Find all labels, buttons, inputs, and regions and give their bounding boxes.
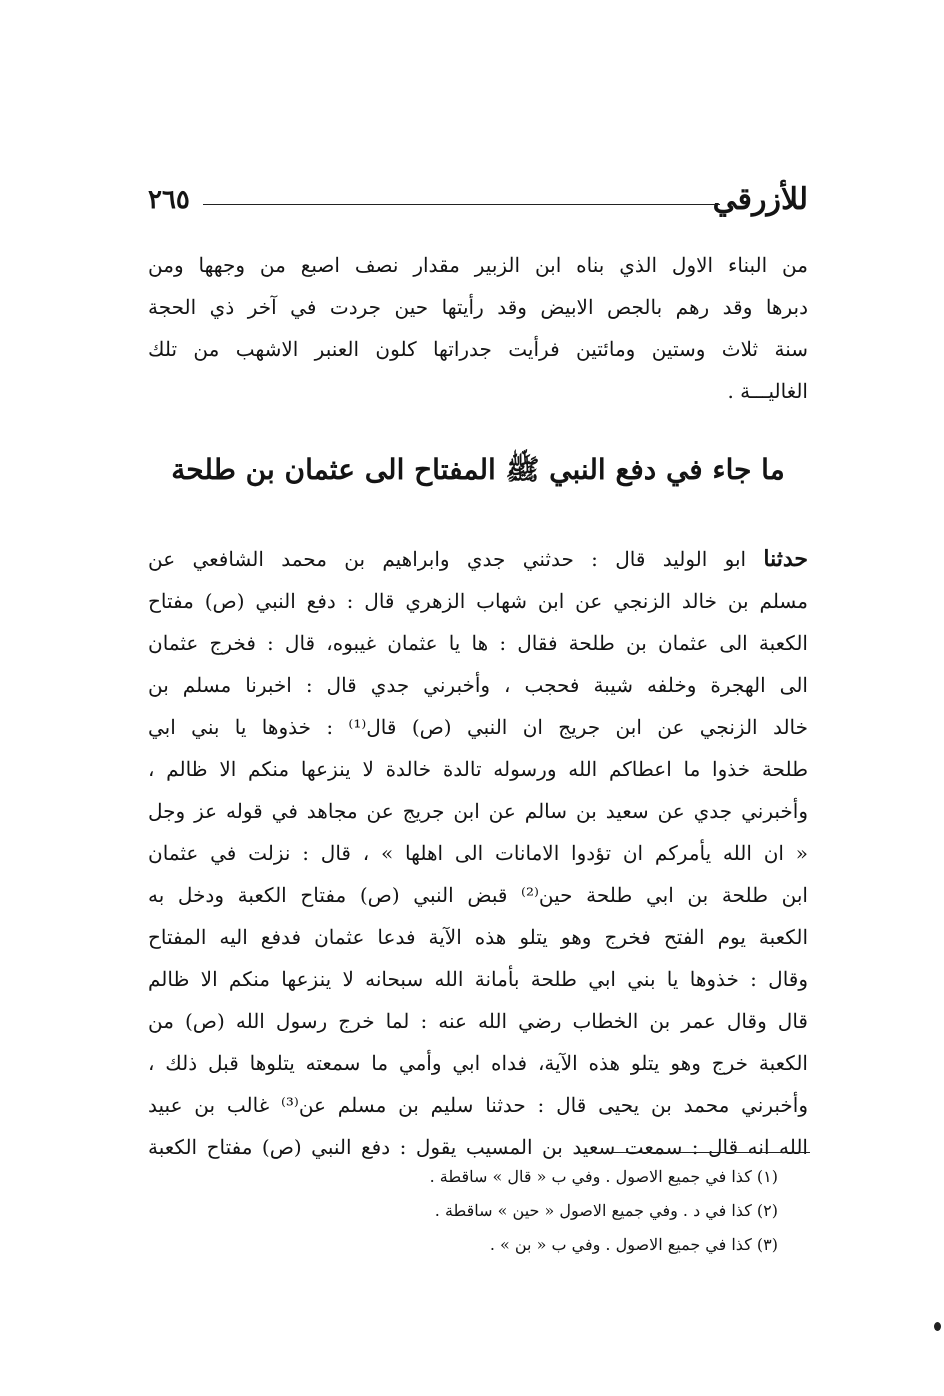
footnote: (١) كذا في جميع الاصول . وفي ب « قال » ساقطة . [429, 1167, 778, 1186]
footnotes [300, 1160, 778, 1262]
body-paragraph [148, 538, 808, 1168]
footnote: (٢) كذا في د . وفي جميع الاصول « حين » ساقطة . [434, 1201, 778, 1220]
first-line-text: ابو الوليد قال : حدثني جدي وابراهيم بن محمد الشافعي عن [148, 547, 747, 571]
text-line: وقال : خذوها يا بني ابي طلحة بأمانة الله سبحانه لا ينزعها منكم الا ظالم [148, 967, 808, 991]
text-line: وأخبرني جدي عن سعيد بن سالم عن ابن جريج عن مجاهد في قوله عز وجل [148, 799, 808, 823]
text-line [148, 538, 808, 580]
text-line: « ان الله يأمركم ان تؤدوا الامانات الى اهلها » ، قال : نزلت في عثمان [148, 841, 808, 865]
text-line: الكعبة خرج وهو يتلو هذه الآية، فداه ابي وأمي ما سمعته يتلوها قبل ذلك ، [148, 1051, 808, 1075]
text-line: مسلم بن خالد الزنجي عن ابن شهاب الزهري قال : دفع النبي (ص) مفتاح [148, 589, 808, 613]
header-rule [203, 204, 720, 205]
page-number: ٢٦٥ [148, 185, 190, 215]
text-line: من البناء الاول الذي بناه ابن الزبير مقدار نصف اصبع من وجهها ومن [148, 253, 808, 277]
text-line: وأخبرني محمد بن يحيى قال : حدثنا سليم بن مسلم عن⁽³⁾ غالب بن عبيد [148, 1093, 808, 1117]
footnote: (٣) كذا في جميع الاصول . وفي ب « بن » . [489, 1235, 778, 1254]
text-line: قال وقال عمر بن الخطاب رضي الله عنه : لما خرج رسول الله (ص) من [148, 1009, 808, 1033]
text-line: الغاليـــة . [727, 379, 808, 403]
page-header [148, 180, 808, 220]
text-line: الكعبة الى عثمان بن طلحة فقال : ها يا عثمان غيبوه، قال : فخرج عثمان [148, 631, 808, 655]
text-line: ابن طلحة بن ابي طلحة حين⁽²⁾ قبض النبي (ص) مفتاح الكعبة ودخل به [148, 883, 808, 907]
section-heading: ما جاء في دفع النبي ﷺ المفتاح الى عثمان بن طلحة [171, 453, 785, 486]
running-title: للأزرقي [712, 182, 808, 217]
text-line: الى الهجرة وخلفه شيبة فحجب ، وأخبرني جدي قال : اخبرنا مسلم بن [148, 673, 808, 697]
scan-edge-mark [934, 1322, 941, 1331]
text-line: دبرها وقد رهم بالجص الابيض وقد رأيتها حين جردت في آخر ذي الحجة [148, 295, 808, 319]
footnote-rule [612, 1152, 810, 1153]
text-line: سنة ثلاث وستين ومائتين فرأيت جدراتها كلون العنبر الاشهب من تلك [148, 337, 808, 361]
text-line: الله انه قال : سمعت سعيد بن المسيب يقول : دفع النبي (ص) مفتاح الكعبة [148, 1135, 808, 1159]
text-line: طلحة خذوا ما اعطاكم الله ورسوله تالدة خالدة لا ينزعها منكم الا ظالم ، [148, 757, 808, 781]
lead-word: حدثنا [763, 546, 808, 572]
text-line: خالد الزنجي عن ابن جريج ان النبي (ص) قال⁽¹⁾ : خذوها يا بني ابي [148, 715, 808, 739]
text-line: الكعبة يوم الفتح فخرج وهو يتلو هذه الآية فدعا عثمان فدفع اليه المفتاح [148, 925, 808, 949]
intro-paragraph [148, 244, 808, 412]
